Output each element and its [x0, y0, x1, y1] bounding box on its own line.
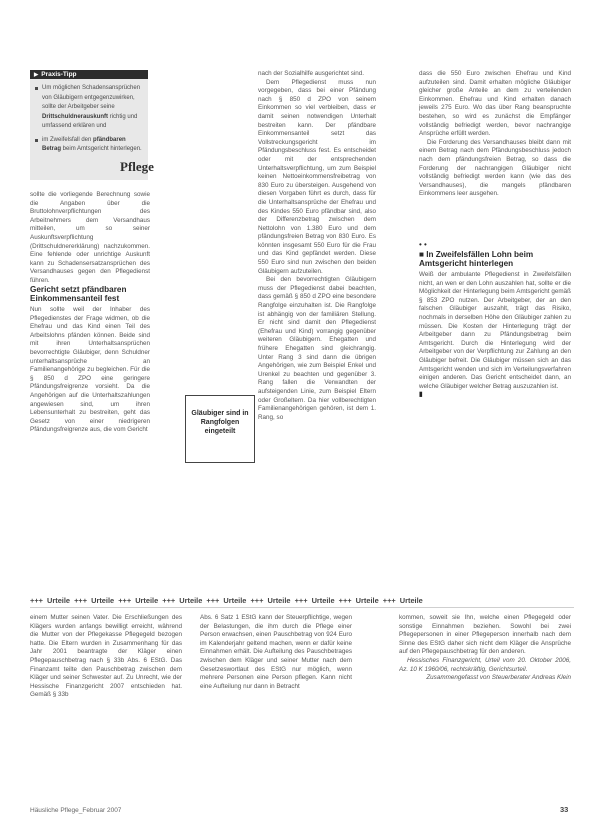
body-paragraph: einem Mutter seinen Vater. Die Erschließungen des Klägers wurden anfangs bewilligt erreicht, während die Mutter von der Pflegekasse Pflegegeld bezogen hatte. Die Eltern wurden in Zusammenhang für das Jahr 2001 beantragte der Kläger einen Pflegepauschbetrag nach § 33b Abs. 6 EStG. Das Finanzamt teilte den Pauschbetrag zwischen dem Kläger und seiner Schwester auf. Zu Unrecht, wie der Hessische Finanzgericht 2007 entschieden hat. Gemäß § 33b [30, 614, 182, 699]
bottom-column-3 [399, 614, 571, 730]
bottom-column-2 [200, 614, 352, 726]
body-paragraph: Bei den bevorrechtigten Gläubigern muss der Pflegedienst dabei beachten, dass gemäß § 850 d ZPO eine besondere Rangfolge einzuhalten ist. Die Rangfolge ist abhängig von der familiären Stellung. Er nicht sind damit den Pflegedienst (Ehefrau und Kind) vorrangig gegenüber weiteren Gläubigern. Ehegatten und frühere Ehegatten sind gleichrangig. Unter Rang 3 sind dann die übrigen Angehörigen, wie zum Beispiel Enkel und Urenkel zu beachten und gegenüber 3. Rang fallen die Verwandten der aufsteigenden Linie, zum Beispiel Eltern oder Großeltern. Da hier vollberechtigten Familienangehörigen gehören, ist dem 1. Rang, so [258, 276, 376, 421]
square-bullet-icon: ■ [419, 250, 424, 259]
play-arrow-icon: ▶ [34, 72, 39, 78]
pull-quote: Gläubiger sind in Rangfolgen eingeteilt [185, 395, 255, 463]
body-paragraph: sollte die vorliegende Berechnung sowie die Angaben über die Bruttolohnverpflichtungen des Arbeitnehmers dem Versandhaus mitteilen, um so seiner Auskunftsverpflichtung (Drittschuldnererklärung) nachzukommen. Eine fehlende oder unrichtige Auskunft kann zu Schadensersatzansprüchen des Versandhauses gegen den Pflegedienst führen. [30, 191, 150, 284]
column-1-bottom [30, 306, 150, 581]
tip-item: Um möglichen Schadensansprüchen von Gläubigern entgegenzuwirken, sollte der Arbeitgeber seine Drittschuldnerauskunft richtig und umfassend erklären und [34, 84, 144, 132]
court-citation: Hessisches Finanzgericht, Urteil vom 20. Oktober 2006, Az. 10 K 1960/06, rechtskräftig, Gerichtsurteil. [399, 656, 571, 673]
column-2 [258, 70, 376, 582]
urteile-banner: +++ Urteile +++ Urteile +++ Urteile +++ Urteile +++ Urteile +++ Urteile +++ Urteile +++ Urteile +++ Urteile [30, 595, 574, 608]
bullet-dots-icon: • • [419, 240, 427, 249]
section-heading: ■ In Zweifelsfällen Lohn beim Amtsgericht hinterlegen [419, 250, 534, 269]
footer-publication: Häusliche Pflege_Februar 2007 [30, 807, 122, 814]
tip-heading [30, 70, 148, 79]
body-paragraph: Dem Pflegedienst muss nun vorgegeben, dass bei einer Pfändung nach § 850 d ZPO von seinem Einkommen so viel verbleiben, dass er damit seinen notwendigen Unterhalt bestreiten kann. Der pfändbare Einkommensanteil setzt das Vollstreckungsgericht im Pfändungsbeschluss fest. Es entscheidet oder mit der entsprechenden Unterhaltsverpflichtung, um zum Beispiel keinen Nettoeinkommensfreibetrag von 830 Euro zu übersteigen. Ausgehend von diesen Vorgaben führt es durch, dass für die Unterhaltsansprüche der Ehefrau und des Kindes 550 Euro pfändbar sind, also der Differenzbetrag zwischen dem Nettolohn von 1.380 Euro und dem pfändungsfreien Betrag von 830 Euro. Es könnten insgesamt 550 Euro für die Frau und das Kind gepfändet werden. Diese 550 Euro sind nun zwischen den beiden Gläubigern aufzuteilen. [258, 78, 376, 275]
body-paragraph: nach der Sozialhilfe ausgerichtet sind. [258, 70, 365, 77]
bottom-column-1 [30, 614, 182, 726]
body-paragraph: Abs. 6 Satz 1 EStG kann der Steuerpflichtige, wegen der Belastungen, die ihm durch die Pflege einer Person erwachsen, einen Pauschbetrag von 924 Euro im Kalenderjahr geltend machen, wenn er dafür keine Einnahmen erhält. Die Aufteilung des Pauschbetrages zwischen dem Kläger und seiner Mutter nach dem Gesetzeswortlaut des EStG nur möglich, wenn mehrere Personen eine Person pflegen. Kann nicht eine Aufteilung nur dann in Betracht [200, 614, 352, 690]
column-3-top [419, 70, 571, 242]
tip-heading-text: Praxis-Tipp [41, 71, 77, 78]
tip-list [34, 84, 144, 159]
section-heading: Gericht setzt pfändbaren Einkommensanteil fest [30, 285, 127, 304]
column-1-top [30, 191, 150, 286]
column-3-bottom [419, 271, 571, 581]
body-paragraph: Nun sollte weil der Inhaber des Pflegedienstes der Frage widmen, ob die Ehefrau und das Kind einen Teil des Arbeitslohns pfänden können. Beide sind mit ihren Unterhaltsansprüchen bevorrechtigte Gläubiger, denn Schuldner unterhaltsansprüche an Familienangehörige zu begleichen. Für die § 850 d ZPO eine geringere Pfändungsfreigrenze vorsieht. Da die Angehörigen auf die Unterhaltszahlungen angewiesen sind, um ihren Lebensunterhalt zu bestreiten, geht das Gesetz von einer niedrigeren Pfändungsfreigrenze aus, die vom Gericht [30, 306, 150, 434]
end-mark-icon: ▮ [419, 391, 423, 399]
body-paragraph: dass die 550 Euro zwischen Ehefrau und Kind aufzuteilen sind. Damit erhalten mögliche Gläubiger gleicher große Anteile an dem zu verteilenden Einkommen. Ehefrau und Kind erhalten danach jeweils 275 Euro. Wo das über Rang beanspruchte bestehen, so wird es zunächst die Empfänger vollständig befriedigt werden, bevor nachrangige Ansprüche erfüllt werden. [419, 70, 571, 138]
body-paragraph: kommen, soweit sie Ihn, welche einen Pflegegeld oder sonstige Einnahmen beziehen. Sowohl bei zwei Pflegepersonen in einer Pflegeperson innerhalb nach dem Sinne des EStG daher sich nicht dem Kläger die Ansprüche auf den Pflegepauschbetrag für den anderen. [399, 614, 571, 656]
author-credit: Zusammengefasst von Steuerberater Andreas Klein [426, 674, 571, 682]
body-paragraph: Die Forderung des Versandhauses bleibt dann mit einem Betrag nach dem Pfändungsbeschluss jedoch nach dem pfändungsfreien Betrag, so dass die Forderung der nachrangigen Gläubiger nicht vollständig befriedigt werden kann (wie das des Versandhauses), die mangels pfändbaren Einkommens leer ausgehen. [419, 138, 571, 198]
tip-item: im Zweifelsfall den pfändbaren Betrag beim Amtsgericht hinterlegen. [34, 136, 144, 155]
page-number: 33 [560, 805, 569, 814]
pflege-logo: Pflege [120, 159, 154, 174]
body-paragraph: Weiß der ambulante Pflegedienst in Zweifelsfällen nicht, an wen er den Lohn auszahlen hat, sollte er die Möglichkeit der Hinterlegung beim Amtsgericht gemäß § 853 ZPO nutzen. Der Arbeitgeber, der an den falschen Gläubiger auszahlt, trägt das Risiko, nochmals in derselben Höhe den Gläubiger zahlen zu müssen. Die Kosten der Hinterlegung trägt der Arbeitgeber dann zu Pfändungsbetrag beim Amtsgericht. Durch die Hinterlegung wird der Arbeitgeber von der Verpflichtung zur Zahlung an den Gläubiger befreit. Die Gläubiger müssen sich an das Amtsgericht wenden und sich im Verteilungsverfahren einigen anderen. Das Gericht entscheidet dann, an welche Gläubiger welcher Betrag auszuzahlen ist. [419, 271, 571, 390]
